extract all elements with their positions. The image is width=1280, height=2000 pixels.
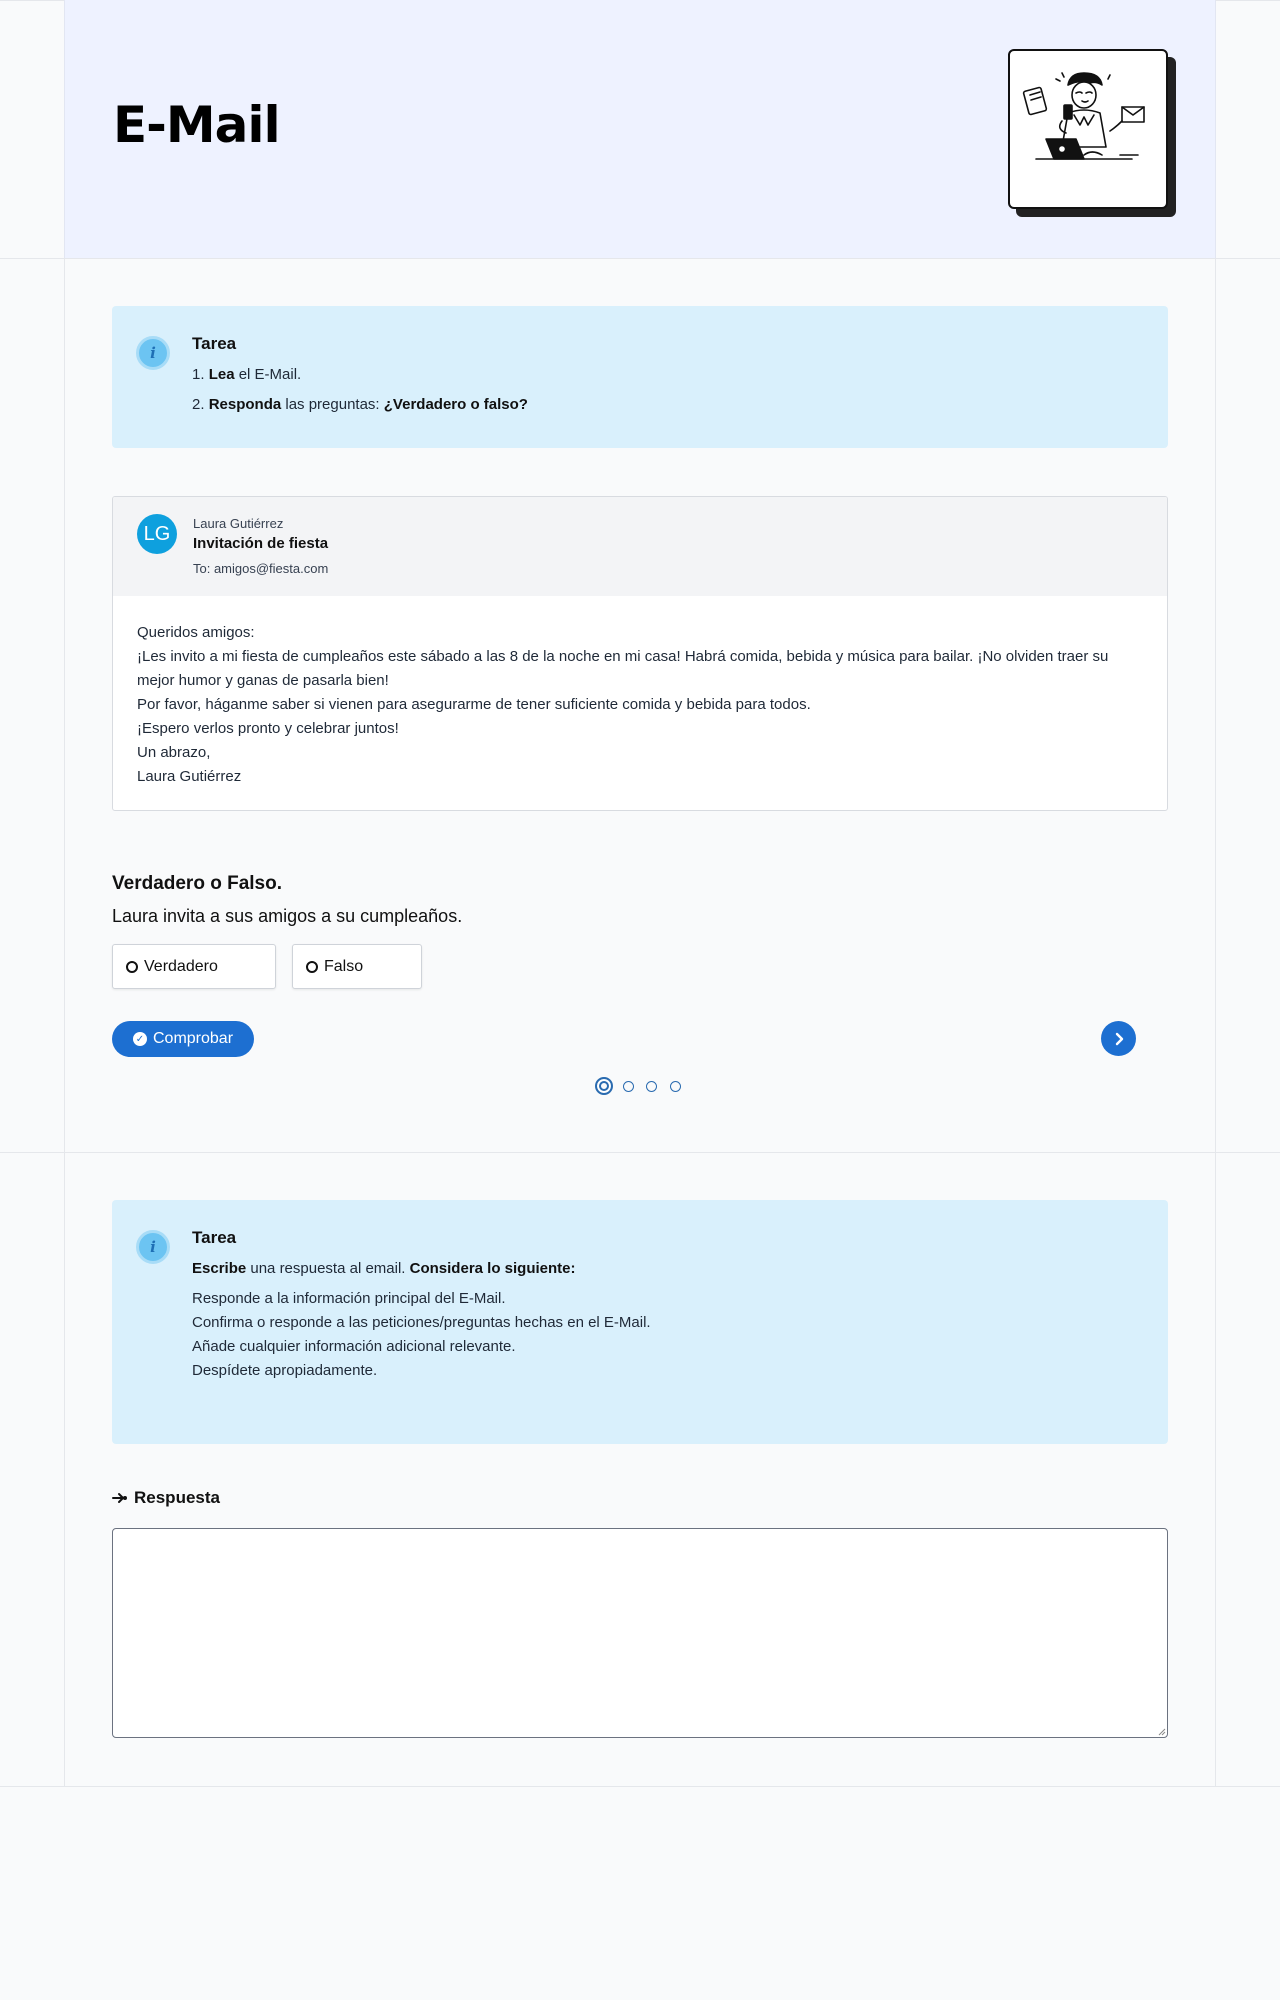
page-dot-4[interactable] xyxy=(670,1081,681,1092)
check-button-label: Comprobar xyxy=(152,1030,234,1047)
task-box-reading xyxy=(112,306,1168,448)
avatar: LG xyxy=(137,514,177,554)
option-label: Verdadero xyxy=(144,957,218,975)
email-sender: Laura Gutiérrez xyxy=(193,516,284,531)
resize-handle-icon[interactable] xyxy=(1158,1728,1166,1736)
option-label: Falso xyxy=(324,957,364,975)
task-point: Despídete apropiadamente. xyxy=(192,1362,378,1379)
answer-heading xyxy=(112,1488,220,1508)
email-body xyxy=(137,621,1147,789)
email-recipient: To: amigos@fiesta.com xyxy=(193,561,329,576)
quiz-title: Verdadero o Falso. xyxy=(112,873,282,894)
page-title: E-Mail xyxy=(113,96,280,154)
task-point: Responde a la información principal del E-Mail. xyxy=(192,1290,506,1307)
email-line: Queridos amigos: xyxy=(137,624,255,641)
divider xyxy=(0,1786,1280,1787)
next-button[interactable] xyxy=(1101,1021,1136,1056)
task-step-1: 1. Lea el E-Mail. xyxy=(192,366,302,383)
task-intro: Escribe una respuesta al email. Considera lo siguiente: xyxy=(192,1260,576,1277)
email-line: Laura Gutiérrez xyxy=(137,768,242,785)
check-circle-icon: ✓ xyxy=(133,1032,147,1046)
task-point: Añade cualquier información adicional relevante. xyxy=(192,1338,516,1355)
email-line: ¡Espero verlos pronto y celebrar juntos! xyxy=(137,720,399,737)
option-true[interactable] xyxy=(112,944,276,989)
task-title: Tarea xyxy=(192,334,237,353)
info-icon: i xyxy=(136,1230,170,1264)
email-line: Por favor, háganme saber si vienen para asegurarme de tener suficiente comida y bebida para todos. xyxy=(137,696,811,713)
task-box-writing xyxy=(112,1200,1168,1444)
option-false[interactable] xyxy=(292,944,422,989)
person-reading-mail-illustration xyxy=(1010,51,1166,207)
email-line: Un abrazo, xyxy=(137,744,211,761)
email-card xyxy=(112,496,1168,811)
page-dot-2[interactable] xyxy=(623,1081,634,1092)
arrow-right-icon xyxy=(112,1492,128,1504)
page-header xyxy=(64,0,1216,258)
task-title: Tarea xyxy=(192,1228,237,1247)
page-dot-1[interactable] xyxy=(595,1077,613,1095)
pagination xyxy=(595,1077,685,1097)
email-header xyxy=(113,497,1167,596)
quiz-question: Laura invita a sus amigos a su cumpleaños. xyxy=(112,906,463,926)
task-step-2: 2. Responda las preguntas: ¿Verdadero o falso? xyxy=(192,396,528,413)
answer-label: Respuesta xyxy=(134,1488,220,1507)
header-illustration xyxy=(1008,49,1168,209)
info-icon: i xyxy=(136,336,170,370)
radio-icon[interactable] xyxy=(306,961,318,973)
task-point: Confirma o responde a las peticiones/preguntas hechas en el E-Mail. xyxy=(192,1314,651,1331)
email-subject: Invitación de fiesta xyxy=(193,535,329,552)
answer-textarea[interactable] xyxy=(112,1528,1168,1738)
radio-icon[interactable] xyxy=(126,961,138,973)
page-dot-3[interactable] xyxy=(646,1081,657,1092)
chevron-right-icon xyxy=(1112,1032,1126,1046)
check-button[interactable] xyxy=(112,1021,254,1057)
email-line: ¡Les invito a mi fiesta de cumpleaños este sábado a las 8 de la noche en mi casa! Habrá comida, bebida y música para bailar. ¡No olviden traer su mejor humor y ganas de pasarla bien! xyxy=(137,648,1109,689)
